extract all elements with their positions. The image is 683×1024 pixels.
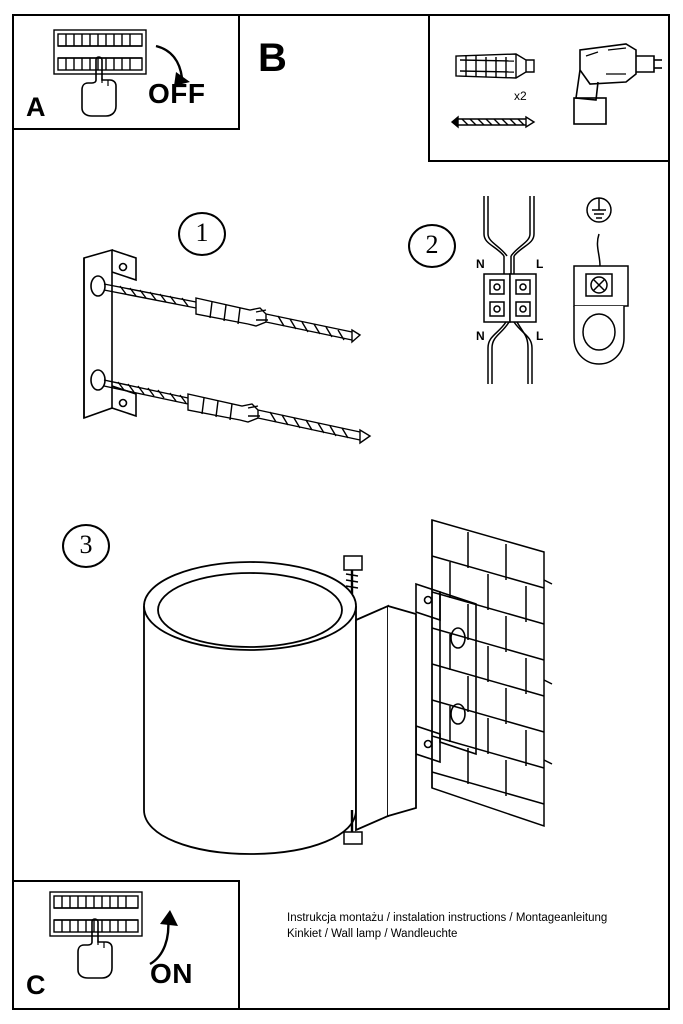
panel-a-action-label: OFF xyxy=(148,78,206,109)
panel-a-letter: A xyxy=(26,92,46,122)
step-2-number: 2 xyxy=(408,224,456,268)
step-1-number: 1 xyxy=(178,212,226,256)
step-1-graphic xyxy=(60,240,400,490)
step-3-graphic xyxy=(120,510,580,870)
svg-text:N: N xyxy=(476,257,485,271)
panel-b-letter: B xyxy=(258,36,287,80)
footer-line-1: Instrukcja montażu / instalation instructions / Montageanleitung xyxy=(287,912,608,924)
svg-text:L: L xyxy=(536,257,544,271)
step-3-number: 3 xyxy=(62,524,110,568)
panel-a-graphic xyxy=(14,16,238,128)
wall-plug-count-label: x2 xyxy=(514,89,527,103)
panel-a xyxy=(12,14,240,130)
panel-b-graphic xyxy=(430,16,668,160)
footer-text xyxy=(287,910,657,942)
panel-b xyxy=(428,14,670,162)
footer-line-2: Kinkiet / Wall lamp / Wandleuchte xyxy=(287,928,458,940)
panel-c-letter: C xyxy=(26,970,46,1000)
panel-c xyxy=(12,880,240,1010)
svg-text:L: L xyxy=(536,329,544,343)
step-2-wiring-graphic xyxy=(462,188,642,398)
panel-c-graphic xyxy=(14,882,238,1008)
svg-text:N: N xyxy=(476,329,485,343)
panel-c-action-label: ON xyxy=(150,958,193,989)
